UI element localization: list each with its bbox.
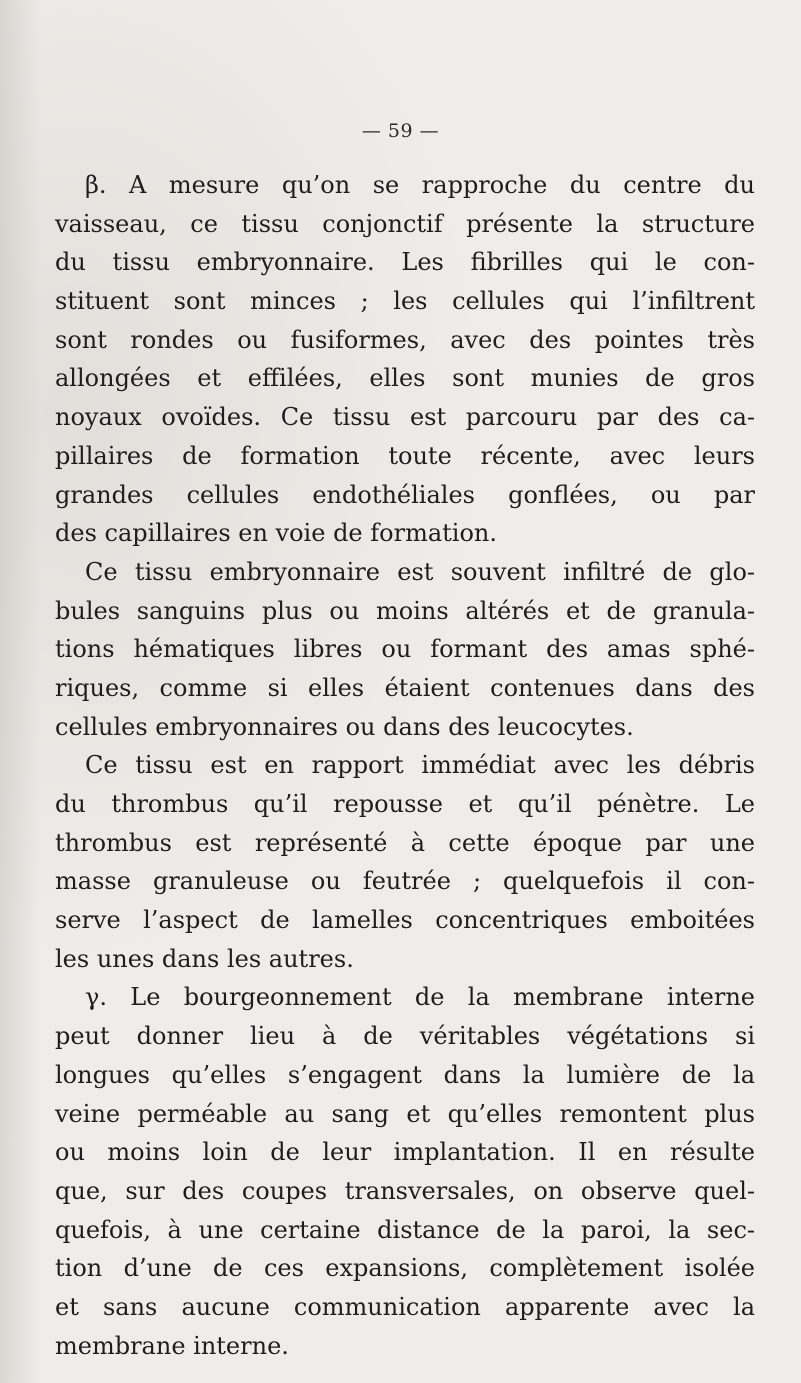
body-text (55, 166, 755, 1365)
text-line: tion d’une de ces expansions, complètement isolée (55, 1254, 755, 1283)
text-line: Ce tissu embryonnaire est souvent infiltré de glo- (85, 557, 755, 586)
text-line: veine perméable au sang et qu’elles remontent plus (55, 1099, 755, 1128)
text-line: vaisseau, ce tissu conjonctif présente la structure (55, 209, 755, 238)
text-line: serve l’aspect de lamelles concentriques emboitées (55, 906, 755, 935)
text-line: noyaux ovoïdes. Ce tissu est parcouru par des ca- (55, 403, 755, 432)
text-line: γ. Le bourgeonnement de la membrane interne (85, 983, 755, 1012)
text-line: tions hématiques libres ou formant des amas sphé- (55, 635, 755, 664)
text-line: et sans aucune communication apparente avec la (55, 1292, 755, 1321)
text-line: longues qu’elles s’engagent dans la lumière de la (55, 1060, 755, 1089)
text-line: β. A mesure qu’on se rapproche du centre du (85, 171, 755, 199)
text-line: quefois, à une certaine distance de la paroi, la sec- (55, 1215, 755, 1244)
text-line: thrombus est représenté à cette époque par une (55, 828, 755, 857)
text-line: membrane interne. (55, 1331, 289, 1360)
text-line: Ce tissu est en rapport immédiat avec les débris (85, 751, 755, 780)
text-line: ou moins loin de leur implantation. Il en résulte (55, 1138, 755, 1167)
text-line: que, sur des coupes transversales, on observe quel- (55, 1176, 755, 1205)
text-line: sont rondes ou fusiformes, avec des pointes très (55, 325, 755, 354)
text-line: des capillaires en voie de formation. (55, 519, 497, 548)
text-line: riques, comme si elles étaient contenues dans des (55, 673, 755, 702)
text-line: allongées et effilées, elles sont munies de gros (55, 364, 755, 393)
text-line: pillaires de formation toute récente, avec leurs (55, 441, 755, 470)
text-line: bules sanguins plus ou moins altérés et de granula- (55, 596, 755, 625)
text-line: masse granuleuse ou feutrée ; quelquefois il con- (55, 867, 755, 896)
page-number: — 59 — (361, 120, 440, 142)
text-line: peut donner lieu à de véritables végétations si (55, 1022, 755, 1051)
text-line: cellules embryonnaires ou dans des leucocytes. (55, 712, 634, 741)
text-line: stituent sont minces ; les cellules qui l’infiltrent (55, 287, 755, 316)
text-line: du thrombus qu’il repousse et qu’il pénètre. Le (55, 790, 755, 818)
text-line: grandes cellules endothéliales gonflées, ou par (55, 480, 755, 509)
text-line: les unes dans les autres. (55, 944, 354, 973)
text-line: du tissu embryonnaire. Les fibrilles qui le con- (55, 248, 755, 277)
